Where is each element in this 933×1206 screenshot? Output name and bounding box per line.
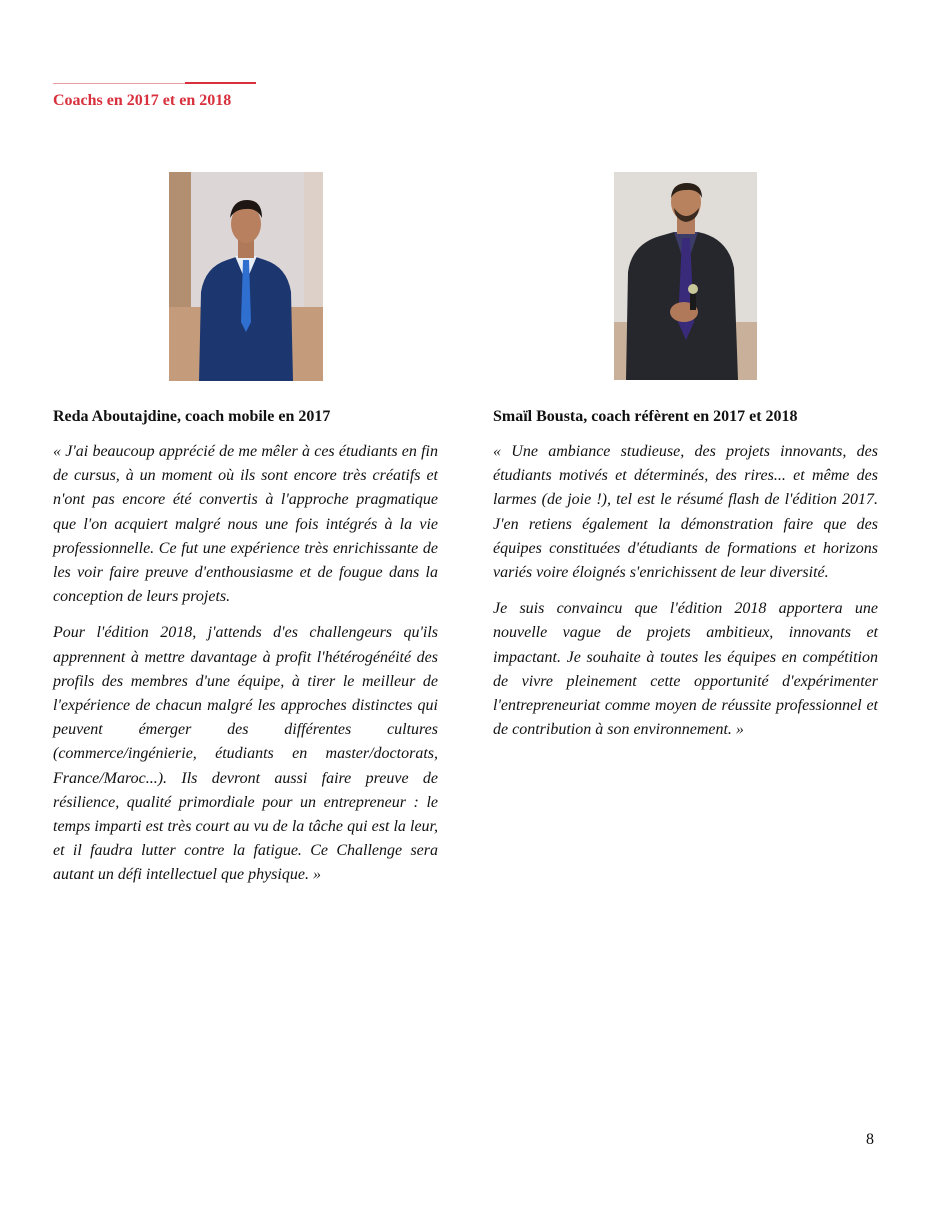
coach-quote-paragraph: « J'ai beaucoup apprécié de me mêler à ces étudiants en fin de cursus, à un moment où ils sont encore très créatifs et n'ont pas encore été convertis à l'approche pragmatique que l'on acquiert malgré nous une fois intégrés à la vie professionnelle. Ce fut une expérience très enrichissante de les voir faire preuve d'enthousiasme et de fougue dans la conception de leurs projets. (53, 443, 438, 606)
section-title: Coachs en 2017 et en 2018 (53, 92, 232, 109)
coach-column-reda (53, 405, 438, 888)
coach-name: Reda Aboutajdine, coach mobile en 2017 (53, 408, 331, 425)
coach-photo-reda (169, 172, 323, 381)
coach-name: Smaïl Bousta, coach réfèrent en 2017 et 2018 (493, 408, 798, 425)
coach-quote-paragraph: « Une ambiance studieuse, des projets innovants, des étudiants motivés et déterminés, des rires... et même des larmes (de joie !), tel est le résumé flash de l'édition 2017. J'en retiens également la démonstration faire que des équipes constituées d'étudiants de formations et horizons variés voire éloignés s'enrichissent de leur diversité. (493, 443, 878, 582)
coach-photo-smail (614, 172, 757, 380)
coach-quote-paragraph: Pour l'édition 2018, j'attends d'es challengeurs qu'ils apprennent à mettre davantage à profit l'hétérogénéité des profils des membres d'une équipe, à tirer le meilleur de l'expérience de chacun malgré les approches distinctes qui peuvent émerger des différentes cultures (commerce/ingénierie, étudiants en master/doctorats, France/Maroc...). Ils devront aussi faire preuve de résilience, qualité primordiale pour un entrepreneur : le temps imparti est très court au vu de la tâche qui est la leur, et il faudra lutter contre la fatigue. Ce Challenge sera autant un défi intellectuel que physique. » (53, 624, 438, 884)
section-rule-accent (185, 82, 256, 84)
coach-column-smail (493, 405, 878, 742)
section-rule (53, 83, 256, 84)
page-number: 8 (866, 1131, 874, 1148)
coach-quote-paragraph: Je suis convaincu que l'édition 2018 apportera une nouvelle vague de projets ambitieux, innovants et impactant. Je souhaite à toutes les équipes en compétition de vivre pleinement cette opportunité d'expérimenter l'entrepreneuriat comme moyen de réussite professionnel et de contribution à son environnement. » (493, 600, 878, 739)
